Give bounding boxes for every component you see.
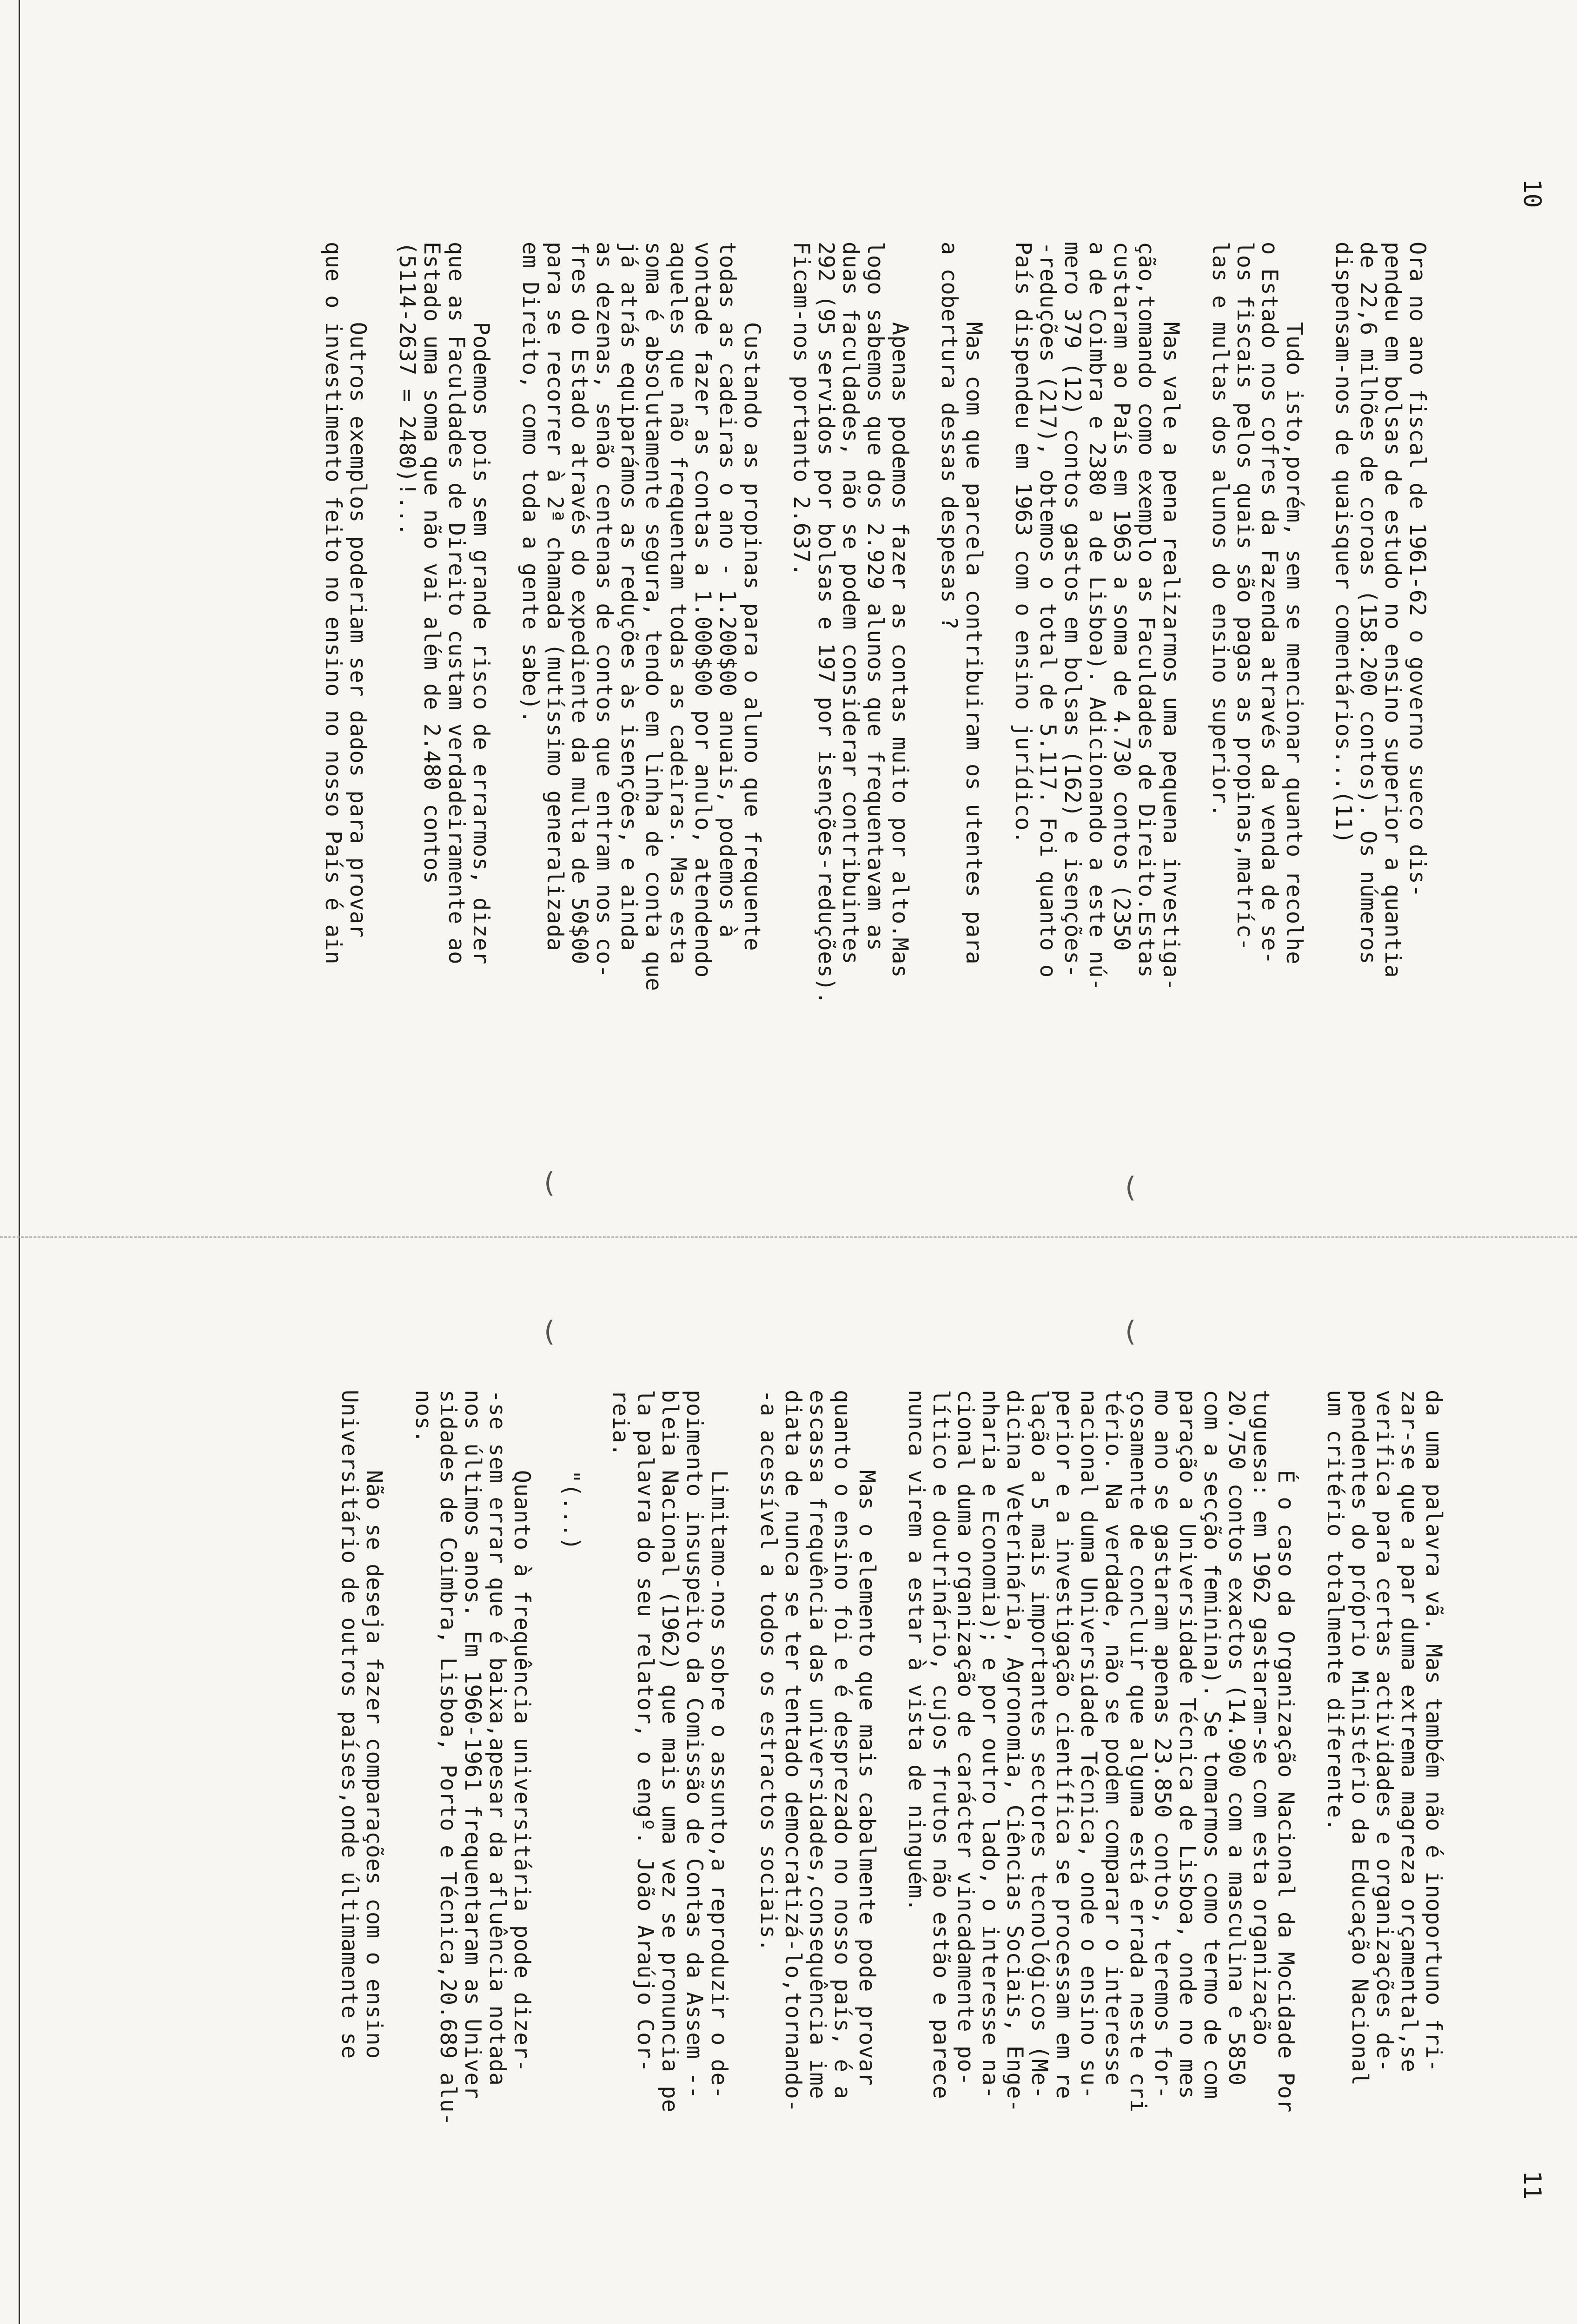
page-number-right: 11: [1518, 2171, 1546, 2200]
paragraph-gap: [386, 1390, 411, 2126]
text-line: em Direito, como toda a gente sabe).: [517, 242, 543, 724]
paragraph-gap: [1298, 1390, 1323, 2126]
page-fold-line: [0, 1236, 1577, 1238]
text-line: cional duma organização de carácter vincadamente po-: [953, 1390, 978, 2086]
text-line: para se recorrer à 2ª chamada (mutíssimo generalizada: [542, 242, 568, 951]
text-line: Não se deseja fazer comparações com o ensino: [361, 1390, 387, 2059]
text-line: todas as cadeiras o ano - 1.200$00 anuais, podemos à: [715, 242, 740, 938]
text-line: nharia e Economia); e por outro lado, o interesse na-: [977, 1390, 1003, 2100]
text-line: las e multas dos alunos do ensino superior.: [1207, 242, 1233, 818]
punch-mark: (: [1125, 1315, 1136, 1348]
text-line: Apenas podemos fazer as contas muito por alto.Mas: [887, 242, 913, 978]
paragraph-gap: [731, 1390, 756, 2126]
text-line: Ficam-nos portanto 2.637.: [788, 242, 814, 576]
text-line: vontade fazer as contas a 1.000$00 por anulo, atendendo: [690, 242, 716, 978]
paragraph-gap: [764, 242, 789, 1004]
text-line: já atrás equiparámos as reduções às isenções, e ainda: [616, 242, 642, 951]
paragraph-gap: [912, 242, 937, 1004]
text-line: mero 379 (12) contos gastos em bolsas (162) e isenções-: [1060, 242, 1085, 978]
text-line: soma é absolutamente segura, tendo em linha de conta que: [641, 242, 666, 991]
paragraph-gap: [879, 1390, 904, 2126]
text-line: la palavra do seu relator, o engº. João Araújo Cor-: [632, 1390, 658, 2073]
text-line: çosamente de concluir que alguma está errada neste cri: [1125, 1390, 1151, 2113]
text-line: "(...): [558, 1390, 584, 1551]
text-line: aqueles que não frequentam todas as cadeiras. Mas esta: [665, 242, 691, 965]
text-line: as dezenas, senão centenas de contos que entram nos co-: [591, 242, 617, 978]
text-line: 292 (95 servidos por bolsas e 197 por isenções-reduções).: [813, 242, 839, 1005]
text-line: lação a 5 mais importantes sectores tecnológicos (Me-: [1027, 1390, 1052, 2100]
text-line: Tudo isto,porém, sem se mencionar quanto recolhe: [1281, 242, 1307, 965]
text-line: a cobertura dessas despesas ?: [936, 242, 962, 630]
text-line: o Estado nos cofres da Fazenda através da venda de se-: [1257, 242, 1282, 965]
left-scan-edge: [19, 0, 20, 2324]
text-line: fres do Estado através do expediente da multa de 50$00: [567, 242, 592, 965]
text-line: País dispendeu em 1963 com o ensino jurídico.: [1010, 242, 1036, 844]
text-line: sidades de Coimbra, Lisboa, Porto e Técnica,20.689 alu-: [435, 1390, 461, 2126]
text-line: zar-se que a par duma extrema magreza orçamental,se: [1396, 1390, 1422, 2073]
text-line: bleia Nacional (1962) que mais uma vez se pronuncia pe: [657, 1390, 682, 2113]
text-line: Mas vale a pena realizarmos uma pequena investiga-: [1158, 242, 1184, 991]
paragraph-gap: [534, 1390, 559, 2126]
text-line: um critério totalmente diferente.: [1322, 1390, 1348, 1832]
text-line: da uma palavra vã. Mas também não é inoportuno fri-: [1421, 1390, 1446, 2073]
text-line: dicina Veterinária, Agronomia, Ciências Sociais, Enge-: [1002, 1390, 1027, 2113]
text-line: ção,tomando como exemplo as Faculdades de Direito.Estas: [1133, 242, 1159, 978]
text-line: -reduções (217), obtemos o total de 5.117. Foi quanto o: [1035, 242, 1060, 978]
text-line: lítico e doutrinário, cujos frutos não estão e parece: [928, 1390, 954, 2100]
text-line: que as Faculdades de Direito custam verdadeiramente ao: [444, 242, 469, 965]
text-line: paração a Universidade Técnica de Lisboa, onde no mes: [1174, 1390, 1200, 2100]
text-line: los fiscais pelos quais são pagas as propinas,matríc-: [1232, 242, 1258, 951]
text-line: nos últimos anos. Em 1960-1961 frequentaram as Univer: [460, 1390, 485, 2100]
text-line: Mas o elemento que mais cabalmente pode provar: [854, 1390, 880, 2086]
page-10-text: [321, 242, 1430, 1004]
text-line: tério. Na verdade, não se podem comparar o interesse: [1100, 1390, 1126, 2086]
text-line: dispensam-nos de quaisquer comentários...(11): [1331, 242, 1356, 844]
text-line: a de Coimbra e 2380 a de Lisboa). Adicionando a este nú-: [1084, 242, 1110, 991]
punch-mark: (: [544, 1315, 555, 1348]
text-line: de 22,6 milhões de coroas (158.200 contos). Os números: [1355, 242, 1381, 965]
text-line: Mas com que parcela contribuiram os utentes para: [961, 242, 987, 965]
text-line: Universitário de outros países,onde últimamente se: [337, 1390, 362, 2059]
text-line: mo ano se gastaram apenas 23.850 contos, teremos for-: [1150, 1390, 1175, 2100]
text-line: verifica para certas actividades e organizações de-: [1372, 1390, 1397, 2073]
text-line: diata de nunca se ter tentado democratizá-lo,tornando-: [780, 1390, 806, 2113]
paragraph-gap: [1183, 242, 1208, 1004]
text-line: pendeu em bolsas de estudo no ensino superior a quantia: [1380, 242, 1405, 978]
text-line: Outros exemplos poderiam ser dados para provar: [345, 242, 371, 938]
text-line: Estado uma soma que não vai além de 2.480 contos: [419, 242, 444, 885]
text-line: quanto o ensino foi e é desprezado no nosso país, é a: [829, 1390, 855, 2100]
text-line: perior e a investigação científica se processam em re: [1051, 1390, 1077, 2100]
text-line: custaram ao País em 1963 a soma de 4.730 contos (2350: [1109, 242, 1134, 951]
text-line: nos.: [411, 1390, 436, 1444]
paragraph-gap: [1306, 242, 1331, 1004]
text-line: tuguesa: em 1962 gastaram-se com esta organização: [1248, 1390, 1274, 2046]
text-line: reia.: [608, 1390, 633, 1457]
text-line: 20.750 contos exactos (14.900 com a masculina e 5850: [1224, 1390, 1249, 2086]
text-line: nacional duma Universidade Técnica, onde o ensino su-: [1076, 1390, 1101, 2100]
text-line: -se sem errar que é baixa,apesar da afluência notada: [484, 1390, 510, 2086]
text-line: Limitamo-nos sobre o assunto,a reproduzir o de-: [706, 1390, 732, 2100]
text-line: Custando as propinas para o aluno que frequente: [739, 242, 765, 951]
punch-mark: (: [1125, 1171, 1136, 1204]
text-line: que o investimento feito no ensino no nosso País é ain: [320, 242, 346, 965]
text-line: -a acessível a todos os estractos sociais.: [755, 1390, 781, 1952]
paragraph-gap: [370, 242, 395, 1004]
page-number-left: 10: [1518, 179, 1546, 208]
text-line: pendentes do próprio Ministério da Educação Nacional: [1347, 1390, 1372, 2086]
paragraph-gap: [493, 242, 518, 1004]
text-line: duas faculdades, não se podem considerar contribuintes: [838, 242, 863, 965]
text-line: (5114-2637 = 2480)!...: [394, 242, 420, 536]
text-line: Podemos pois sem grande risco de errarmos, dizer: [468, 242, 494, 965]
text-line: Quanto à frequência universitária pode dizer-: [509, 1390, 535, 2073]
text-line: É o caso da Organização Nacional da Mocidade Por: [1273, 1390, 1299, 2113]
text-line: escassa frequência das universidades,consequência ime: [805, 1390, 830, 2100]
text-line: poimento insuspeito da Comissão de Contas da Assem --: [682, 1390, 707, 2100]
paragraph-gap: [583, 1390, 608, 2126]
text-line: logo sabemos que dos 2.929 alunos que frequentavam as: [862, 242, 888, 951]
text-line: Ora no ano fiscal de 1961-62 o governo sueco dis-: [1405, 242, 1430, 898]
punch-mark: (: [544, 1167, 555, 1199]
page-11-text: [337, 1390, 1446, 2126]
text-line: nunca virem a estar à vista de ninguém.: [903, 1390, 929, 1912]
text-line: com a secção feminina). Se tomarmos como termo de com: [1199, 1390, 1225, 2100]
paragraph-gap: [986, 242, 1011, 1004]
